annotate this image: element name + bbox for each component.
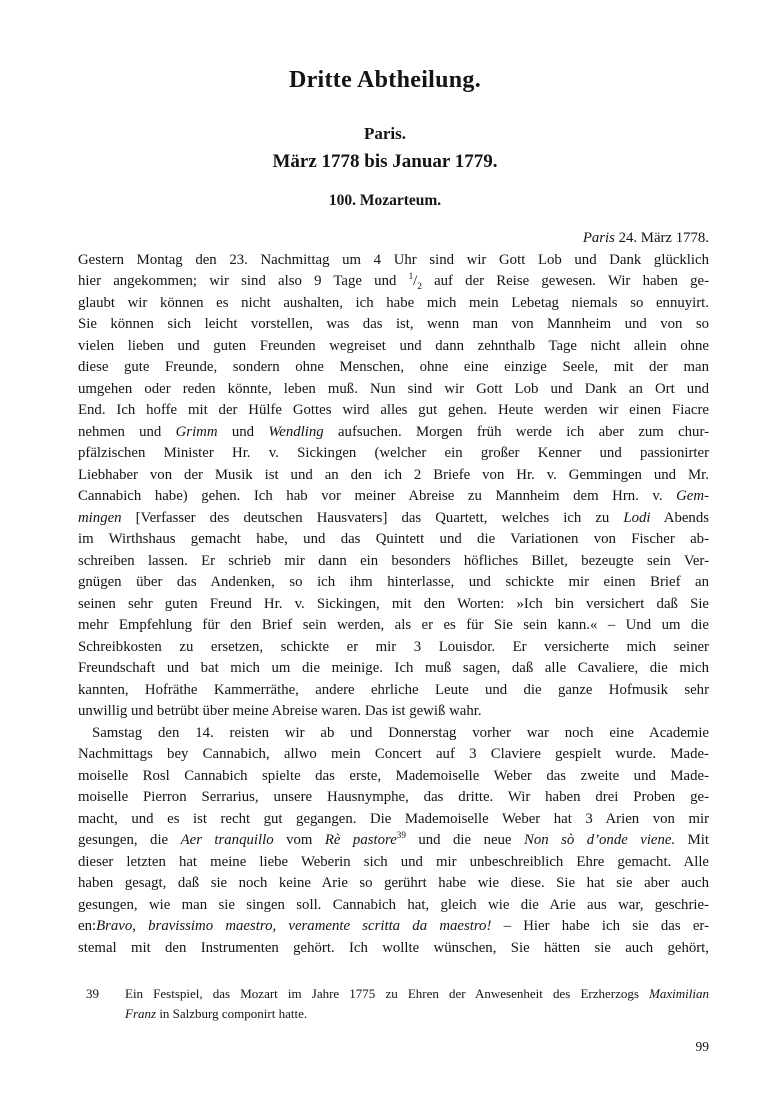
chapter-date-range: März 1778 bis Januar 1779. <box>272 151 498 172</box>
text-line: umgehen oder reden könnte, leben muß. Nun sind wir Gott Lob und Dank an Ort und <box>78 380 709 397</box>
text-line: dieser letzten hat meine liebe Weberin sich und mir unbeschreiblich Ehre gemacht. Alle <box>78 853 709 870</box>
text-line: macht, und es ist recht gut gegangen. Die Mademoiselle Weber hat 3 Arien von mir <box>78 810 709 827</box>
text-line: nehmen und Grimm und Wendling aufsuchen. Morgen früh werde ich aber zum chur- <box>78 423 710 440</box>
text-line: mehr Empfehlung für den Brief sein werden, als er es für Sie sein kann.« – Und um die <box>78 617 709 633</box>
text-line: schreiben lassen. Er schrieb mir dann ein besonders höfliches Billet, bezeugte sein Ver- <box>78 552 709 569</box>
text-line: stemal mit den Instrumenten gehört. Ich wollte wünschen, Sie hätten sie auch gehört, <box>78 939 709 956</box>
letter-heading: 100. Mozarteum. <box>328 192 442 209</box>
text-line: diese gute Freunde, sondern ohne Menschen, ohne eine einzige Seele, mit der man <box>78 359 709 375</box>
text-line: im Wirthshaus gemacht habe, und das Quintett und die Variationen von Fischer ab- <box>78 531 709 547</box>
footnote-text <box>125 984 709 1023</box>
text-line: Nachmittags bey Cannabich, allwo mein Concert auf 3 Claviere gespielt wurde. Made- <box>78 746 709 762</box>
text-line: vielen lieben und guten Freunden wegreiset und dann zehnthalb Tage nicht allein ohne <box>78 337 709 354</box>
text-line: en:Bravo, bravissimo maestro, veramente scritta da maestro! – Hier habe ich sie das er- <box>78 918 709 934</box>
text-line: gesungen, die Aer tranquillo vom Rè pastore$^{39}$ und die neue Non sò d’onde viene. Mit <box>78 830 710 848</box>
footnote <box>78 984 709 1023</box>
text-line: hier angekommen; wir sind also 9 Tage und $^1/_2$ auf der Reise gewesen. Wir haben ge- <box>78 271 710 291</box>
letter-body <box>78 228 709 959</box>
text-line: mingen [Verfasser des deutschen Hausvaters] das Quartett, welches ich zu Lodi Abends <box>78 509 709 526</box>
text-line: Freundschaft und bat mich um die meinige. Ich muß sagen, daß alle Cavaliere, die mich <box>78 660 709 676</box>
text-line: unwillig und betrübt über meine Abreise waren. Das ist gewiß wahr. <box>78 703 482 719</box>
text-line: haben gesagt, daß sie noch keine Arie so gerührt habe wie diese. Sie hat sie aber auch <box>78 875 709 891</box>
body-text <box>78 250 709 960</box>
text-line: Cannabich habe) gehen. Ich hab vor meiner Abreise zu Mannheim dem Hrn. v. Gem- <box>78 488 709 504</box>
text-line: Franz in Salzburg componirt hatte. <box>125 1005 308 1021</box>
text-line: Samstag den 14. reisten wir ab und Donnerstag vorher war noch eine Academie <box>92 724 709 741</box>
page-number: 99 <box>695 1039 709 1054</box>
text-line: gesungen, wie man sie singen soll. Cannabich hat, gleich wie die Arie aus war, geschrie- <box>78 896 709 913</box>
footnote-number: 39 <box>86 986 99 1001</box>
text-line: kannten, Hofräthe Kammerräthe, andere ehrliche Leute und die ganze Hofmusik sehr <box>78 681 709 698</box>
text-line: Sie können sich leicht vorstellen, was das ist, wenn man von Mannheim und von so <box>78 316 709 332</box>
text-line: Ein Festspiel, das Mozart im Jahre 1775 zu Ehren der Anwesenheit des Erzherzogs Maximilian <box>125 986 709 1001</box>
section-title: Dritte Abtheilung. <box>288 67 482 93</box>
text-line: End. Ich hoffe mit der Hülfe Gottes wird alles gut gehen. Heute werden wir einen Fiacre <box>78 402 709 418</box>
text-line: Gestern Montag den 23. Nachmittag um 4 Uhr sind wir Gott Lob und Dank glücklich <box>78 251 709 268</box>
text-line: Schreibkosten zu ersetzen, schickte er mir 3 Louisdor. Er versicherte mich seiner <box>78 638 709 655</box>
text-line: pfälzischen Minister Hr. v. Sickingen (welcher ein großer Kenner und passionirter <box>78 445 709 461</box>
text-line: glaubt wir können es nicht aushalten, ich habe mich mein Lebetag niemals so ennuyirt. <box>78 294 709 311</box>
text-line: moiselle Pierron Serrarius, unsere Hausnymphe, das dritte. Wir haben drei Proben ge- <box>78 789 709 805</box>
text-line: Liebhaber von der Musik ist und an den ich 2 Briefe von Hr. v. Gemmingen und Mr. <box>78 466 709 483</box>
text-line: gnügen über das Andenken, so ich ihm hinterlasse, und schickte mir einen Brief an <box>78 574 709 590</box>
chapter-place: Paris. <box>363 124 407 143</box>
text-line: moiselle Rosl Cannabich spielte das erste, Mademoiselle Weber das zweite und Made- <box>78 767 709 784</box>
text-line: seinen sehr guten Freund Hr. v. Sickingen, mit den Worten: »Ich bin versichert daß Sie <box>78 595 709 612</box>
letter-dateline: Paris 24. März 1778. <box>582 230 709 246</box>
